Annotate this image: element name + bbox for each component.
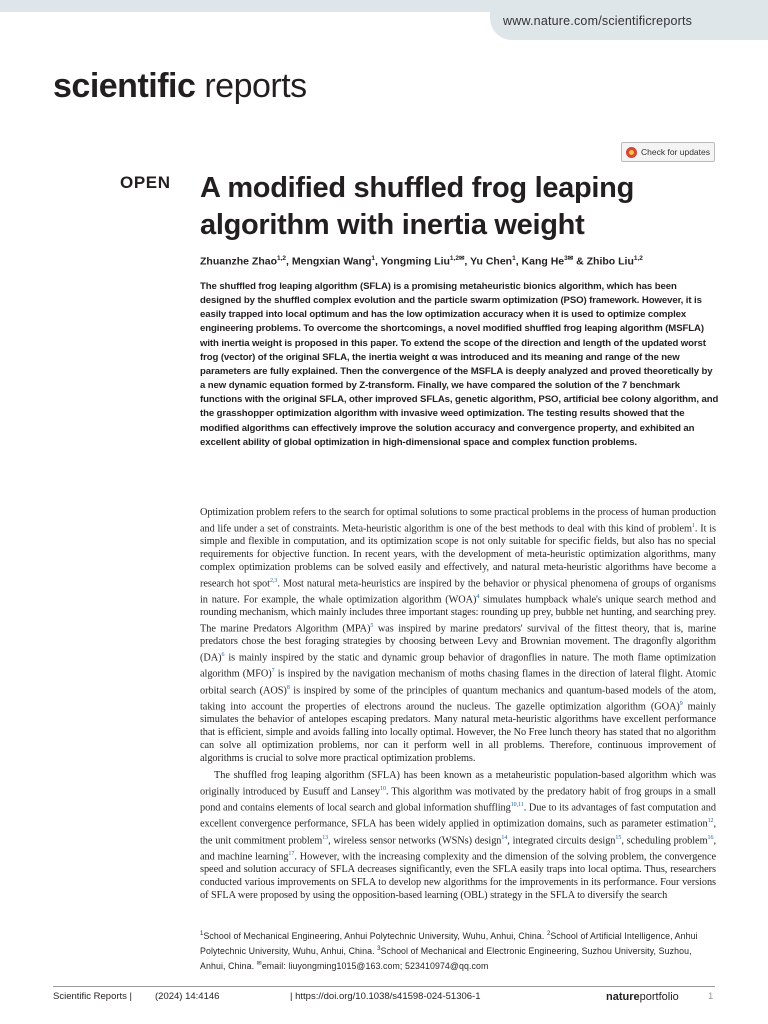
author-separator: &	[573, 255, 587, 268]
author-separator: ,	[464, 255, 471, 268]
affiliation-marker: 2	[546, 931, 551, 937]
footer-volume: (2024) 14:4146	[155, 991, 220, 1002]
abstract: The shuffled frog leaping algorithm (SFLA) is a promising metaheuristic bionics algorithm, which has been designed by the shuffled complex evolution and the particle swarm optimization (PSO) framework. However, it is easily trapped into local optimum and has the low optimization accuracy when it is used to optimize complex engineering problems. To overcome the shortcomings, a novel modified shuffled frog leaping algorithm (MSFLA) with inertia weight is proposed in this paper. To extend the scope of the direction and length of the updated worst frog (vector) of the original SFLA, the inertia weight α was introduced and its meaning and range of the new parameters are fully explained. Then the convergence of the MSFLA is deeply analyzed and proved theoretically by a new dynamic equation formed by Z-transform. Finally, we have compared the solution of the 7 benchmark functions with the original SFLA, other improved SFLAs, genetic algorithm, PSO, artificial bee colony algorithm, and the grasshopper optimization algorithm with invasive weed optimization. The testing results showed that the modified algorithms can effectively improve the solution accuracy and convergence property, and exhibited an excellent ability of global optimization in high-dimensional space and complex function problems.	[200, 281, 719, 448]
crossmark-icon	[626, 147, 637, 158]
text-run: is inspired by some of the principles of quantum mechanics and quantum-based models of the atom, taking into account the properties of electrons around the nucleus. The gazelle optimization algorithm (GOA)	[200, 685, 716, 713]
citation-link[interactable]: 4	[476, 593, 480, 600]
text-run: mainly simulates the behavior of antelopes escaping predators. Many natural meta-heuristic algorithms have excellent performance that is efficient, simple and avoids falling into locally optimal. However, the No Free lunch theory has stated that no algorithm can solve all optimization problems, nor can it perform well in all problems. Therefore, continuous improvement of algorithms is crucial to solve more practical optimization problems.	[200, 701, 716, 764]
publisher-word-nature: nature	[606, 991, 640, 1003]
text-run: School of Artificial Intelligence, Anhui Polytechnic University, Wuhu, Anhui, China.	[200, 930, 698, 956]
citation-link[interactable]: 9	[679, 700, 683, 707]
author-affiliation-marker: 1,2	[277, 255, 287, 262]
journal-logo[interactable]	[53, 66, 307, 106]
author-separator: ,	[375, 255, 381, 268]
text-run: simulates humpback whale's unique search method and rounding mechanism, which mainly includes three important stages: rounding up prey, bubble net hunting, and searching prey. The marine Predators Algorithm (MPA)	[200, 594, 716, 635]
text-run: . It is simple and flexible in computation, and its optimization scope is not only suitable for specific fields, but also has no special requirements for objective function. In recent years, with the development of meta-heuristic optimization algorithms, many complex optimization problems can be solved easily and effectively, and natural meta-heuristic algorithms have become a research hot spot	[200, 523, 716, 590]
body-paragraph-1	[200, 507, 716, 766]
author-name[interactable]: Zhuanzhe Zhao	[200, 255, 277, 268]
citation-link[interactable]: 14	[501, 834, 508, 841]
affiliations	[200, 928, 716, 973]
author-name[interactable]: Mengxian Wang	[291, 255, 372, 268]
text-run: , and machine learning	[200, 835, 716, 863]
affiliation-marker: 3	[377, 945, 381, 952]
check-for-updates-button[interactable]	[621, 142, 715, 162]
text-run: School of Mechanical and Electronic Engineering, Suzhou University, Suzhou, Anhui, China.	[200, 945, 692, 971]
citation-link[interactable]: 5	[370, 623, 374, 630]
citation-link[interactable]: 6	[221, 652, 225, 659]
text-run: Optimization problem refers to the search for optimal solutions to some practical problems in the process of human production and life under a set of constraints. Meta-heuristic algorithm is one of the best methods to deal with this kind of problem	[200, 507, 716, 535]
citation-link[interactable]: 17	[288, 850, 295, 857]
citation-link[interactable]: 8	[286, 684, 290, 691]
text-run: , the unit commitment problem	[200, 818, 716, 847]
page-number: 1	[708, 991, 714, 1002]
footer-doi-link[interactable]: | https://doi.org/10.1038/s41598-024-51306-1	[290, 991, 481, 1002]
text-run: is mainly inspired by the static and dynamic group behavior of dragonflies in nature. The moth flame optimization algorithm (MFO)	[200, 652, 716, 680]
affiliation-marker: ✉	[256, 960, 262, 967]
text-run: School of Mechanical Engineering, Anhui Polytechnic University, Wuhu, Anhui, China.	[203, 930, 547, 941]
citation-link[interactable]: 10,11	[510, 802, 524, 809]
citation-link[interactable]: 7	[271, 668, 275, 675]
author-separator: ,	[286, 255, 292, 268]
body-paragraph-2	[200, 770, 716, 903]
text-run: The shuffled frog leaping algorithm (SFLA) has been known as a metaheuristic population-based algorithm which was originally introduced by Eusuff and Lansey	[200, 770, 716, 798]
author-affiliation-marker: 1,2	[633, 255, 643, 262]
author-name[interactable]: Zhibo Liu	[586, 255, 634, 268]
text-run: . This algorithm was motivated by the predatory habit of frog groups in a small pond and contains elements of local search and global information shuffling	[200, 786, 716, 814]
text-run: . Most natural meta-heuristics are inspired by the behavior or physical phenomena of groups of organisms in nature. For example, the whale optimization algorithm (WOA)	[200, 578, 716, 606]
text-run: email: liuyongming1015@163.com; 523410974@qq.com	[261, 960, 489, 971]
author-affiliation-marker: 3✉	[564, 255, 574, 262]
author-list	[200, 254, 643, 268]
text-run: . Due to its advantages of fast computation and excellent convergence performance, SFLA has been widely applied in optimization domains, such as parameter estimation	[200, 802, 716, 830]
publisher-word-portfolio: portfolio	[639, 991, 679, 1003]
logo-word-reports: reports	[195, 67, 307, 105]
author-name[interactable]: Yu Chen	[470, 255, 513, 268]
citation-link[interactable]: 1	[691, 522, 695, 529]
author-affiliation-marker: 1	[371, 255, 376, 262]
check-for-updates-label: Check for updates	[641, 147, 710, 157]
author-name[interactable]: Yongming Liu	[380, 255, 450, 268]
text-run: is inspired by the navigation mechanism of moths chasing flames in the direction of lateral flight. Atomic orbital search (AOS)	[200, 668, 716, 697]
open-access-label: OPEN	[120, 173, 171, 192]
text-run: , scheduling problem	[621, 835, 708, 847]
author-affiliation-marker: 1	[512, 255, 516, 262]
footer-divider	[53, 986, 715, 987]
author-name[interactable]: Kang He	[521, 255, 565, 268]
author-separator: ,	[515, 255, 522, 268]
article-title: A modified shuffled frog leaping algorithm with inertia weight	[200, 172, 634, 241]
citation-link[interactable]: 15	[615, 834, 622, 841]
text-run: , integrated circuits design	[507, 835, 616, 847]
affiliation-marker: 1	[200, 931, 204, 937]
publisher-logo	[606, 991, 679, 1003]
footer-journal: Scientific Reports |	[53, 991, 133, 1002]
text-run: was inspired by marine predators' survival of the fittest theory, that is, marine predators chose the best foraging strategies by choosing between Levy and Brownian movement. The dragonfly algorithm (DA)	[200, 623, 716, 664]
author-affiliation-marker: 1,2✉	[449, 255, 465, 262]
text-run: . However, with the increasing complexity and the dimension of the solving problem, the convergence speed and solution accuracy of SFLA decreases significantly, even the SFLA easily traps into local optima. Thus, researchers conducted various improvements on SFLA to develop new algorithms for the improvements in its performance. Four versions of SFLA were proposed by using the opposition-based learning (OBL) strategy in the SFLA to diversify the search	[200, 851, 716, 901]
citation-link[interactable]: 13	[322, 834, 329, 841]
citation-link[interactable]: 12	[707, 818, 714, 825]
text-run: , wireless sensor networks (WSNs) design	[328, 835, 502, 847]
logo-word-scientific: scientific	[53, 67, 196, 105]
citation-link[interactable]: 10	[380, 785, 386, 792]
citation-link[interactable]: 16	[707, 834, 714, 841]
citation-link[interactable]: 2,3	[269, 577, 278, 584]
journal-url-link[interactable]: www.nature.com/scientificreports	[503, 14, 693, 28]
